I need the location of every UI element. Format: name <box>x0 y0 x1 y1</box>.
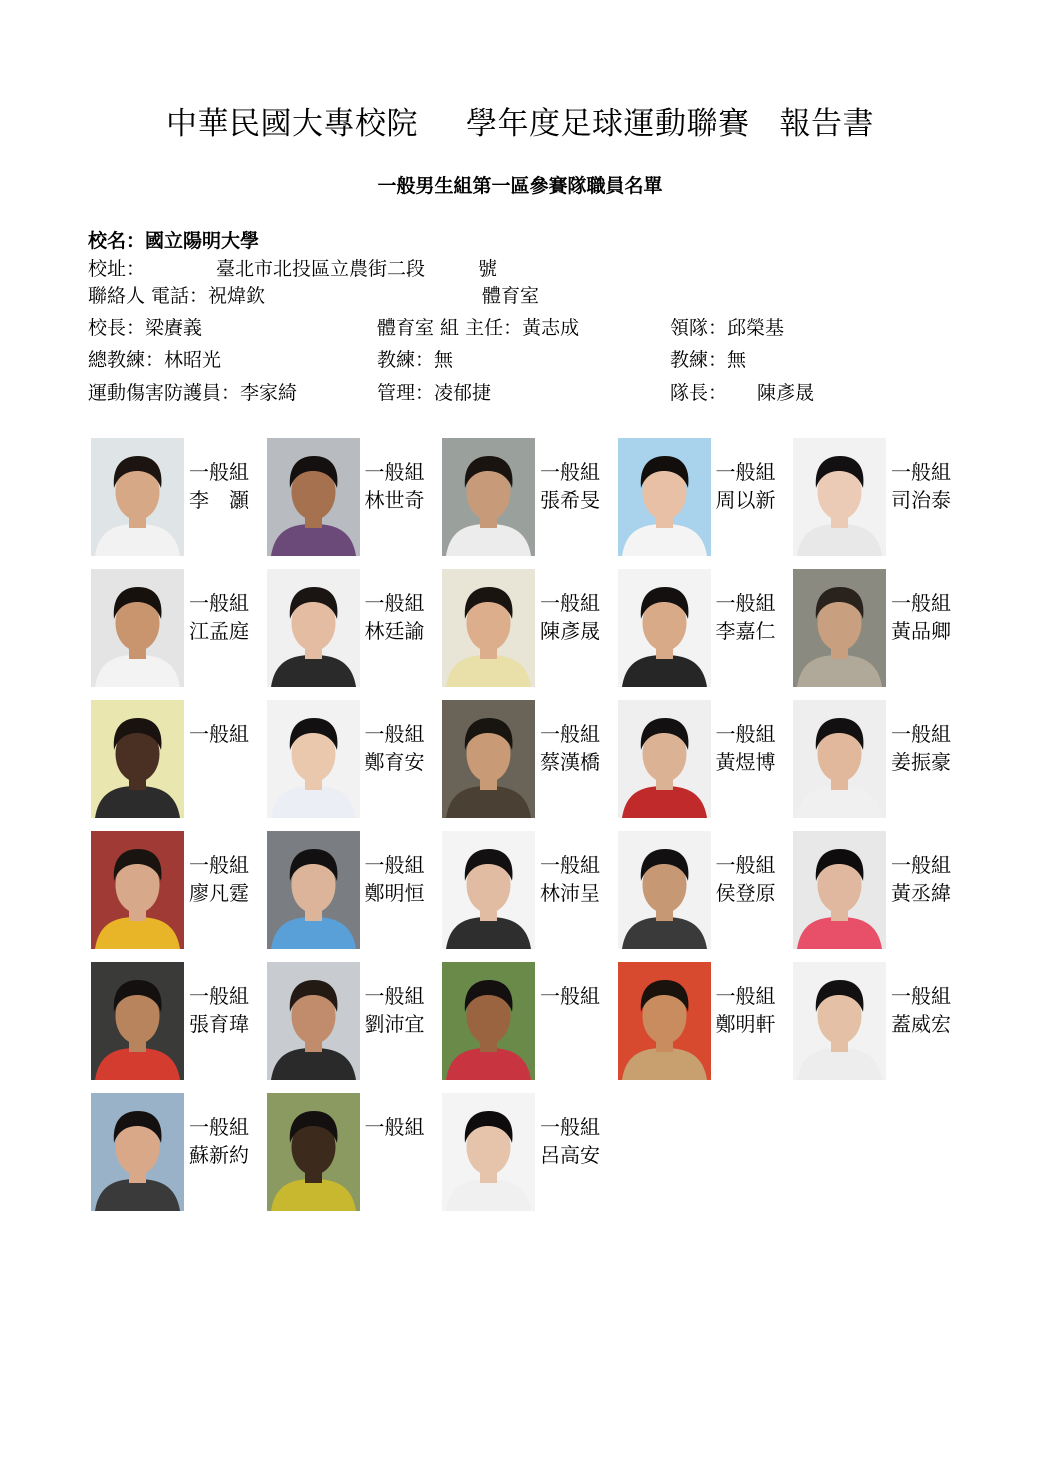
player-photo <box>91 700 184 818</box>
player-group: 一般組 <box>364 853 425 877</box>
player-photo <box>793 569 886 687</box>
player-card <box>618 438 788 558</box>
player-group: 一般組 <box>364 984 425 1008</box>
player-caption <box>365 851 425 907</box>
player-caption <box>365 720 425 776</box>
player-group: 一般組 <box>540 984 600 1008</box>
player-caption <box>891 720 951 776</box>
player-name: 江孟庭 <box>189 619 249 643</box>
player-photo <box>793 831 886 949</box>
player-photo <box>618 700 711 818</box>
player-card <box>91 700 261 820</box>
player-caption <box>365 589 425 645</box>
player-photo <box>793 962 886 1080</box>
player-photo <box>267 700 360 818</box>
player-photo <box>267 831 360 949</box>
player-card <box>618 831 788 951</box>
address-value: 臺北市北投區立農街二段 <box>216 258 426 280</box>
player-card <box>793 831 963 951</box>
title-part-3: 報告書 <box>779 106 874 142</box>
coach-1: 教練：無 <box>377 349 454 371</box>
player-photo <box>267 569 360 687</box>
player-photo <box>267 1093 360 1211</box>
player-group: 一般組 <box>540 853 600 877</box>
player-caption <box>540 589 600 645</box>
player-photo <box>267 438 360 556</box>
player-caption <box>365 1113 425 1141</box>
player-card <box>267 962 437 1082</box>
player-card <box>618 569 788 689</box>
player-photo <box>618 831 711 949</box>
player-name: 侯登原 <box>715 881 776 905</box>
player-card <box>618 962 788 1082</box>
player-name: 張育瑋 <box>189 1012 249 1036</box>
captain-label: 隊長： <box>670 382 728 404</box>
player-card <box>91 831 261 951</box>
school-name: 校名：國立陽明大學 <box>88 230 260 252</box>
athletic-trainer: 運動傷害防護員：李家綺 <box>88 382 298 404</box>
captain-name: 陳彥晟 <box>757 382 815 404</box>
player-photo <box>442 831 535 949</box>
player-caption <box>189 1113 249 1169</box>
player-card <box>442 1093 612 1213</box>
player-caption <box>891 589 951 645</box>
address-label: 校址： <box>88 258 146 280</box>
player-caption <box>189 851 249 907</box>
player-name: 李嘉仁 <box>715 619 776 643</box>
head-coach: 總教練：林昭光 <box>88 349 222 371</box>
player-name: 蘇新約 <box>189 1143 249 1167</box>
player-card <box>91 438 261 558</box>
player-card <box>442 569 612 689</box>
player-group: 一般組 <box>891 591 951 615</box>
player-photo <box>618 962 711 1080</box>
player-photo <box>91 962 184 1080</box>
player-name: 鄭育安 <box>364 750 425 774</box>
player-group: 一般組 <box>189 460 249 484</box>
player-caption <box>540 851 600 907</box>
player-name: 鄭明恒 <box>364 881 425 905</box>
player-group: 一般組 <box>540 722 600 746</box>
team-leader: 領隊：邱榮基 <box>670 317 785 339</box>
player-card <box>91 962 261 1082</box>
player-caption <box>540 982 600 1010</box>
team-manager: 管理：凌郁捷 <box>377 382 492 404</box>
player-group: 一般組 <box>189 853 249 877</box>
player-name: 陳彥晟 <box>540 619 600 643</box>
player-name: 林廷諭 <box>364 619 425 643</box>
player-group: 一般組 <box>189 722 249 746</box>
player-caption <box>716 458 776 514</box>
player-name: 周以新 <box>715 488 776 512</box>
player-group: 一般組 <box>891 853 951 877</box>
player-name: 蔡漢橋 <box>540 750 600 774</box>
player-caption <box>540 458 600 514</box>
player-photo <box>793 438 886 556</box>
player-photo <box>793 700 886 818</box>
title-part-1: 中華民國大專校院 <box>166 106 418 142</box>
player-card <box>91 1093 261 1213</box>
player-group: 一般組 <box>540 591 600 615</box>
player-photo <box>618 438 711 556</box>
player-card <box>442 700 612 820</box>
pe-director: 體育室 組 主任：黃志成 <box>377 317 580 339</box>
player-card <box>793 569 963 689</box>
player-group: 一般組 <box>189 984 249 1008</box>
player-caption <box>716 851 776 907</box>
player-caption <box>891 458 951 514</box>
player-caption <box>189 589 249 645</box>
player-group: 一般組 <box>364 460 425 484</box>
player-name: 蓋威宏 <box>891 1012 951 1036</box>
player-caption <box>365 458 425 514</box>
player-name: 林世奇 <box>364 488 425 512</box>
player-group: 一般組 <box>891 460 951 484</box>
player-photo <box>91 1093 184 1211</box>
player-photo <box>442 438 535 556</box>
player-card <box>618 700 788 820</box>
player-name: 黃煜博 <box>715 750 776 774</box>
player-caption <box>891 982 951 1038</box>
player-group: 一般組 <box>189 1115 249 1139</box>
player-photo <box>91 831 184 949</box>
player-name: 姜振豪 <box>891 750 951 774</box>
player-group: 一般組 <box>189 591 249 615</box>
player-name: 鄭明軒 <box>715 1012 776 1036</box>
player-photo <box>91 438 184 556</box>
player-group: 一般組 <box>891 722 951 746</box>
player-group: 一般組 <box>715 722 776 746</box>
player-caption <box>189 458 249 514</box>
player-card <box>442 438 612 558</box>
player-card <box>793 962 963 1082</box>
player-photo <box>442 962 535 1080</box>
player-name: 黃品卿 <box>891 619 951 643</box>
player-card <box>91 569 261 689</box>
player-group: 一般組 <box>715 460 776 484</box>
title-part-2: 學年度足球運動聯賽 <box>466 106 750 142</box>
player-name: 黃丞緯 <box>891 881 951 905</box>
player-caption <box>891 851 951 907</box>
player-name: 司治泰 <box>891 488 951 512</box>
contact-phone: 聯絡人 電話：祝煒欽 <box>88 285 266 307</box>
player-card <box>442 831 612 951</box>
player-card <box>267 438 437 558</box>
player-caption <box>189 982 249 1038</box>
player-photo <box>442 1093 535 1211</box>
player-caption <box>365 982 425 1038</box>
player-caption <box>189 720 249 748</box>
player-group: 一般組 <box>364 1115 425 1139</box>
player-name: 李 灝 <box>189 488 249 512</box>
player-photo <box>91 569 184 687</box>
contact-office: 體育室 <box>482 285 540 307</box>
address-suffix: 號 <box>478 258 498 280</box>
player-group: 一般組 <box>715 984 776 1008</box>
player-name: 林沛呈 <box>540 881 600 905</box>
player-photo <box>442 569 535 687</box>
player-card <box>267 1093 437 1213</box>
player-photo <box>267 962 360 1080</box>
player-card <box>793 438 963 558</box>
player-card <box>793 700 963 820</box>
player-photo <box>618 569 711 687</box>
page-subtitle: 一般男生組第一區參賽隊職員名單 <box>377 175 663 197</box>
player-card <box>267 700 437 820</box>
player-caption <box>716 982 776 1038</box>
player-name: 劉沛宜 <box>364 1012 425 1036</box>
coach-2: 教練：無 <box>670 349 747 371</box>
page-title <box>0 98 1040 143</box>
player-group: 一般組 <box>891 984 951 1008</box>
player-card <box>442 962 612 1082</box>
player-group: 一般組 <box>364 591 425 615</box>
principal: 校長：梁賡義 <box>88 317 203 339</box>
player-caption <box>540 720 600 776</box>
player-caption <box>540 1113 600 1169</box>
player-name: 張希旻 <box>540 488 600 512</box>
player-name: 呂高安 <box>540 1143 600 1167</box>
player-group: 一般組 <box>715 591 776 615</box>
player-group: 一般組 <box>540 460 600 484</box>
player-photo <box>442 700 535 818</box>
player-card <box>267 831 437 951</box>
player-group: 一般組 <box>364 722 425 746</box>
player-group: 一般組 <box>540 1115 600 1139</box>
player-group: 一般組 <box>715 853 776 877</box>
player-name: 廖凡霆 <box>189 881 249 905</box>
player-caption <box>716 589 776 645</box>
player-card <box>267 569 437 689</box>
player-caption <box>716 720 776 776</box>
